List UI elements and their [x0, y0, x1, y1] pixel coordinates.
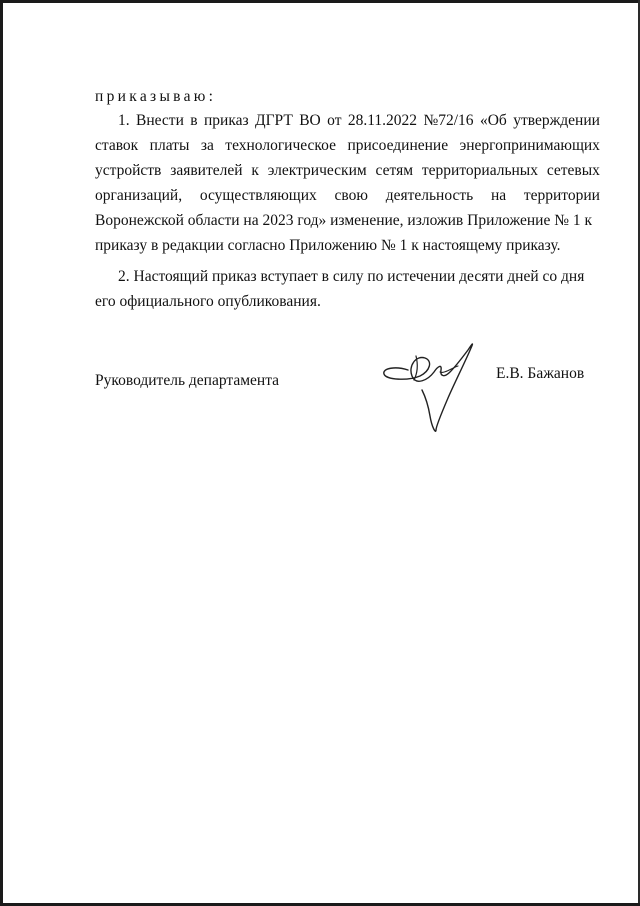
scan-border-top: [0, 0, 640, 3]
order-heading: приказываю:: [95, 88, 217, 105]
item2-line-2: его официального опубликования.: [95, 293, 321, 310]
signatory-name: Е.В. Бажанов: [496, 365, 585, 382]
scan-border-left: [0, 0, 3, 906]
handwritten-signature: [378, 336, 493, 436]
signatory-position: Руководитель департамента: [95, 372, 280, 389]
item1-line-5: Воронежской области на 2023 год» изменение, изложив Приложение № 1 к: [95, 212, 593, 229]
item2-line-1: 2. Настоящий приказ вступает в силу по истечении десяти дней со дня: [118, 268, 585, 285]
item1-line-1: 1. Внести в приказ ДГРТ ВО от 28.11.2022 №72/16 «Об утверждении: [118, 112, 600, 129]
item1-line-6: приказу в редакции согласно Приложению № 1 к настоящему приказу.: [95, 237, 561, 254]
item1-line-4: организаций, осуществляющих свою деятельность на территории: [95, 187, 600, 204]
item1-line-2: ставок платы за технологическое присоединение энергопринимающих: [95, 137, 600, 154]
item1-line-3: устройств заявителей к электрическим сетям территориальных сетевых: [95, 162, 600, 179]
